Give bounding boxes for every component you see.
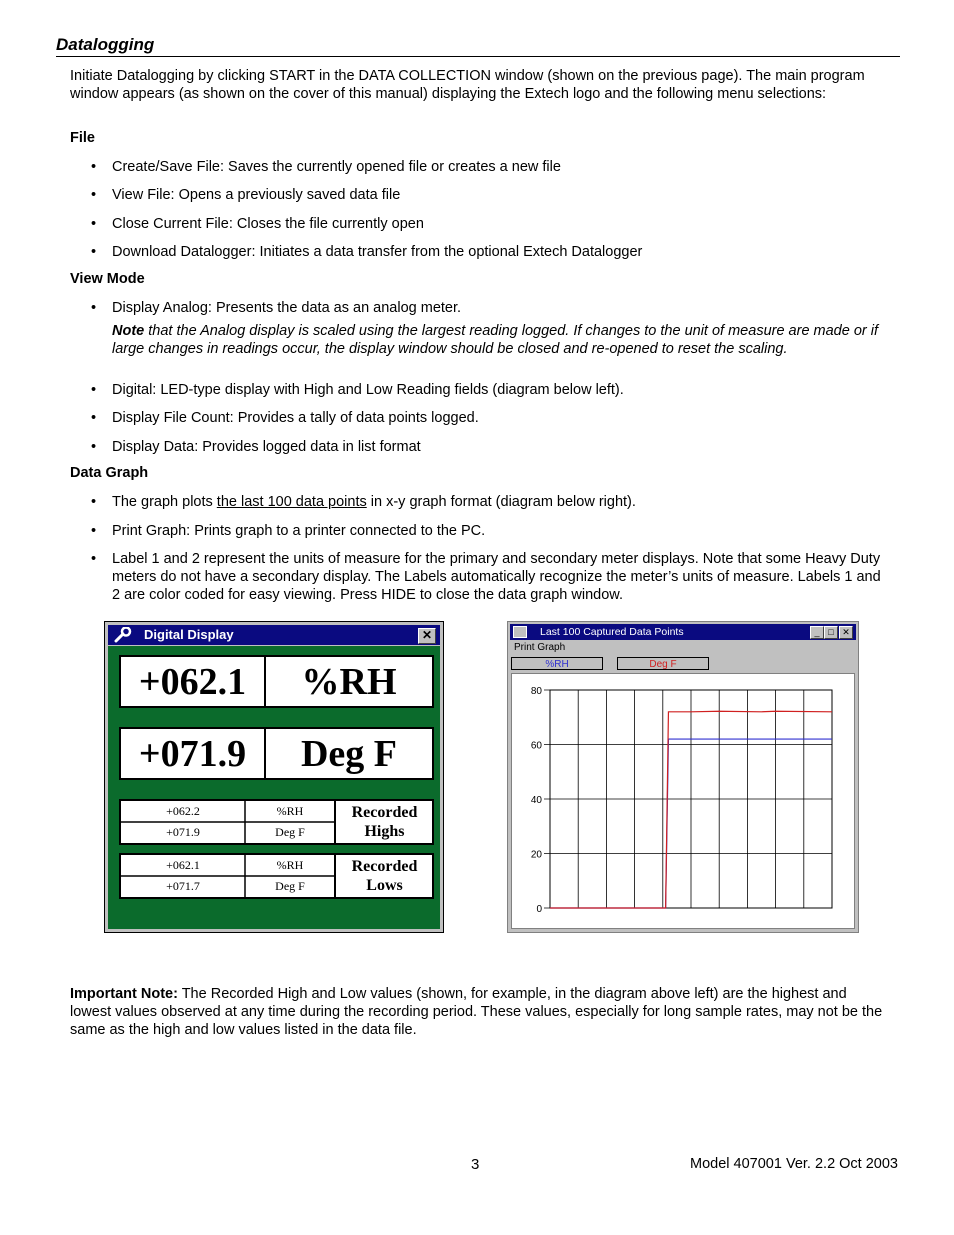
list-item: • Label 1 and 2 represent the units of measure for the primary and secondary meter displays. Note that some Heavy Duty meters do not have a secondary display. The Labels automatically recognize the meter’s units of measure. Labels 1 and 2 are color coded for easy viewing. Press HIDE to close the data graph window. — [112, 550, 892, 604]
label-line: Highs — [364, 823, 405, 840]
model-version: Model 407001 Ver. 2.2 Oct 2003 — [690, 1156, 898, 1172]
secondary-value: +071.9 — [121, 729, 266, 778]
high-value-2: +071.9 — [166, 825, 200, 839]
display-panel — [108, 646, 440, 929]
list-item: • Display File Count: Provides a tally of data points logged. — [112, 409, 892, 427]
page-title: Datalogging — [56, 35, 900, 57]
list-item: • Display Analog: Presents the data as an analog meter. — [112, 299, 892, 317]
important-note-text: The Recorded High and Low values (shown, for example, in the diagram above left) are the highest and lowest values observed at any time during the recording period. These values, especially for long sample rates, may not be the same as the high and low values listed in the data file. — [70, 986, 883, 1038]
file-heading: File — [70, 130, 95, 146]
important-note-label: Important Note: — [70, 986, 178, 1002]
y-tick-label: 20 — [530, 849, 542, 861]
underlined-text: the last 100 data points — [216, 494, 367, 510]
line-chart — [512, 674, 854, 928]
label-line: Recorded — [351, 858, 418, 875]
graph-title-bar — [510, 624, 856, 640]
window-title: Last 100 Captured Data Points — [540, 626, 684, 638]
low-unit-1: %RH — [276, 858, 304, 872]
item-text: The graph plots — [112, 494, 217, 510]
digital-display-window — [104, 621, 444, 933]
recorded-lows-box — [119, 853, 434, 899]
list-item: • Display Data: Provides logged data in list format — [112, 438, 892, 456]
primary-unit: %RH — [301, 660, 397, 703]
high-unit-2: Deg F — [275, 825, 305, 839]
list-item: • Create/Save File: Saves the currently opened file or creates a new file — [112, 158, 892, 176]
graph-app-icon — [513, 626, 527, 638]
recorded-highs-box — [119, 799, 434, 845]
tab-rh[interactable]: %RH — [511, 657, 603, 670]
page-number: 3 — [471, 1156, 480, 1173]
data-graph-window — [507, 621, 859, 933]
y-tick-label: 0 — [536, 904, 542, 915]
minimize-button[interactable]: _ — [810, 626, 824, 639]
y-tick-label: 40 — [530, 795, 542, 806]
list-item: • Close Current File: Closes the file currently open — [112, 215, 892, 233]
label-line: Lows — [366, 877, 403, 894]
list-item: • View File: Opens a previously saved data file — [112, 186, 892, 204]
recorded-highs-label — [337, 801, 432, 843]
close-button[interactable]: ✕ — [418, 628, 436, 644]
window-title: Digital Display — [144, 627, 234, 642]
high-unit-1: %RH — [276, 804, 304, 818]
list-item: • Download Datalogger: Initiates a data transfer from the optional Extech Datalogger — [112, 243, 892, 261]
secondary-reading — [119, 727, 434, 780]
intro-paragraph: Initiate Datalogging by clicking START in the DATA COLLECTION window (shown on the previous page). The main program window appears (as shown on the cover of this manual) displaying the Extech logo and the following menu selections: — [70, 68, 865, 102]
analog-note — [112, 322, 882, 358]
note-label: Note — [112, 323, 145, 339]
list-item: • Print Graph: Prints graph to a printer connected to the PC. — [112, 522, 892, 540]
menu-print-graph[interactable]: Print Graph — [514, 642, 566, 653]
wrench-icon — [114, 627, 132, 643]
secondary-unit: Deg F — [300, 732, 398, 775]
list-item: • Digital: LED-type display with High and Low Reading fields (diagram below left). — [112, 381, 892, 399]
recorded-lows-label — [337, 855, 432, 897]
primary-value: +062.1 — [121, 657, 266, 706]
graph-plot-area — [511, 673, 855, 929]
label-line: Recorded — [351, 804, 418, 821]
low-value-2: +071.7 — [166, 879, 200, 893]
maximize-button[interactable]: □ — [824, 626, 838, 639]
low-unit-2: Deg F — [275, 879, 305, 893]
low-value-1: +062.1 — [166, 858, 200, 872]
view-mode-heading: View Mode — [70, 271, 145, 287]
data-graph-heading: Data Graph — [70, 465, 149, 481]
close-button[interactable]: ✕ — [839, 626, 853, 639]
y-tick-label: 60 — [530, 740, 542, 752]
y-tick-label: 80 — [530, 686, 542, 697]
list-item — [112, 493, 892, 511]
important-note — [70, 985, 890, 1039]
tab-deg-f[interactable]: Deg F — [617, 657, 709, 670]
digital-display-title-bar — [108, 625, 440, 645]
item-text: in x-y graph format (diagram below right). — [366, 494, 636, 510]
high-value-1: +062.2 — [166, 804, 200, 818]
note-text: that the Analog display is scaled using the largest reading logged. If changes to the unit of measure are made or if large changes in readings occur, the display window should be closed and re-opened to reset the scaling. — [112, 323, 879, 357]
primary-reading — [119, 655, 434, 708]
